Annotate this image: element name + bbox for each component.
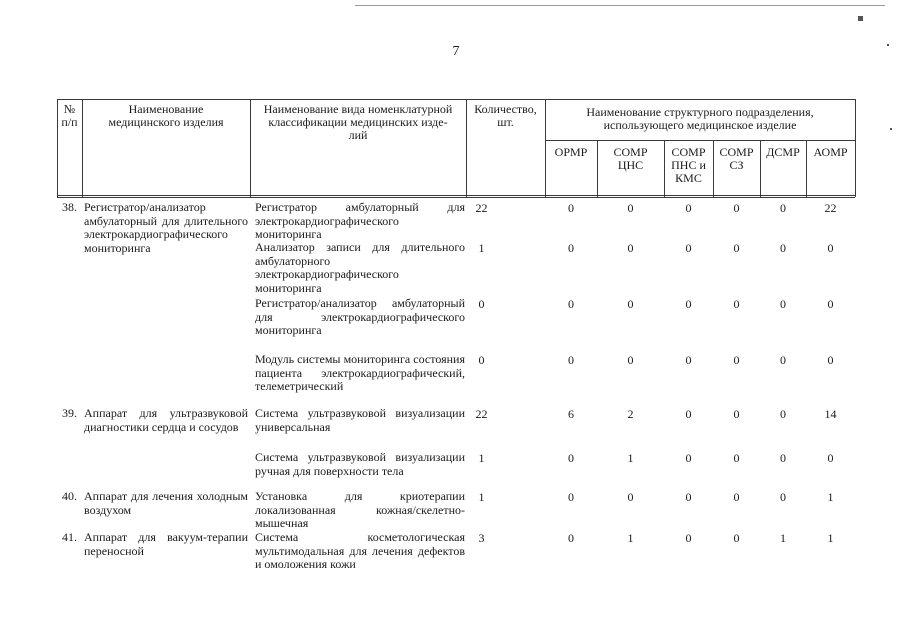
unit-count-value: 0 xyxy=(733,407,740,421)
unit-count-value: 0 xyxy=(733,451,740,465)
unit-count-value: 0 xyxy=(733,353,740,367)
unit-count-value: 0 xyxy=(827,451,834,465)
unit-count-value: 0 xyxy=(627,241,634,255)
unit-count-value: 0 xyxy=(627,353,634,367)
header-structural-unit: Наименование структурного подразделения, использующего медицинское изделие xyxy=(586,105,814,132)
unit-count-value: 0 xyxy=(733,531,740,545)
unit-count-value: 0 xyxy=(685,241,692,255)
unit-count-value: 0 xyxy=(568,353,574,367)
nomenclature-type: Регистратор амбулаторный для электрокардиографического мониторинга xyxy=(255,200,465,241)
unit-count-value: 0 xyxy=(685,490,692,504)
unit-count-value: 0 xyxy=(568,241,574,255)
header-unit-0: ОРМР xyxy=(554,145,588,159)
scan-speck xyxy=(890,128,892,130)
unit-count-value: 0 xyxy=(627,201,634,215)
nomenclature-type: Регистратор/анализатор амбулаторный для электрокардиографического мониторинга xyxy=(255,296,465,337)
unit-count-value: 0 xyxy=(780,490,786,504)
subheader-divider xyxy=(545,140,855,141)
header-unit-1: СОМР ЦНС xyxy=(613,145,648,172)
unit-count-value: 1 xyxy=(627,531,634,545)
unit-count-value: 22 xyxy=(824,201,837,215)
header-bottom-border xyxy=(57,197,855,198)
nomenclature-type: Система ультразвуковой визуализации универсальная xyxy=(255,406,465,434)
nomenclature-type: Система ультразвуковой визуализации ручная для поверхности тела xyxy=(255,450,465,478)
table-top-border xyxy=(57,99,855,100)
quantity-value: 0 xyxy=(478,297,485,311)
scan-artifact-line xyxy=(355,5,885,6)
nomenclature-type: Анализатор записи для длительного амбулаторного электрокардиографического мониторинга xyxy=(255,240,465,295)
unit-count-value: 1 xyxy=(780,531,786,545)
unit-count-value: 0 xyxy=(568,531,574,545)
scan-speck xyxy=(858,16,863,21)
unit-count-value: 0 xyxy=(827,241,834,255)
item-number: 38. xyxy=(62,200,77,214)
item-number: 40. xyxy=(62,489,77,503)
unit-count-value: 0 xyxy=(733,201,740,215)
quantity-value: 3 xyxy=(478,531,485,545)
unit-count-value: 1 xyxy=(627,451,634,465)
unit-count-value: 0 xyxy=(627,297,634,311)
header-nomenclature-type: Наименование вида номенклатурной классификации медицинских изде- лий xyxy=(263,102,453,142)
unit-count-value: 0 xyxy=(685,451,692,465)
unit-count-value: 0 xyxy=(733,490,740,504)
unit-count-value: 0 xyxy=(685,407,692,421)
unit-count-value: 0 xyxy=(685,353,692,367)
item-number: 41. xyxy=(62,530,77,544)
header-unit-3: СОМР СЗ xyxy=(719,145,754,172)
unit-count-value: 0 xyxy=(733,297,740,311)
quantity-value: 22 xyxy=(475,407,488,421)
unit-count-value: 6 xyxy=(568,407,574,421)
header-unit-2: СОМР ПНС и КМС xyxy=(671,145,706,185)
item-name: Аппарат для вакуум-терапии переносной xyxy=(84,530,248,558)
unit-count-value: 0 xyxy=(568,490,574,504)
nomenclature-type: Модуль системы мониторинга состояния пациента электрокардиографический, телеметрический xyxy=(255,352,465,393)
header-number-column: № п/п xyxy=(61,102,78,129)
unit-count-value: 0 xyxy=(733,241,740,255)
unit-count-value: 0 xyxy=(568,297,574,311)
header-unit-5: АОМР xyxy=(813,145,848,159)
quantity-value: 22 xyxy=(475,201,488,215)
item-number: 39. xyxy=(62,406,77,420)
unit-count-value: 0 xyxy=(685,201,692,215)
page-number: 7 xyxy=(452,44,460,59)
header-bottom-border xyxy=(57,195,855,196)
unit-count-value: 0 xyxy=(780,241,786,255)
unit-count-value: 0 xyxy=(685,531,692,545)
header-column-divider xyxy=(855,99,856,197)
item-name: Аппарат для лечения холодным воздухом xyxy=(84,489,248,517)
unit-count-value: 0 xyxy=(827,353,834,367)
quantity-value: 1 xyxy=(478,451,485,465)
unit-count-value: 1 xyxy=(827,490,834,504)
quantity-value: 1 xyxy=(478,490,485,504)
unit-count-value: 0 xyxy=(568,201,574,215)
nomenclature-type: Система косметологическая мультимодальная для лечения дефектов и омоложения кожи xyxy=(255,530,465,571)
unit-count-value: 0 xyxy=(780,297,786,311)
unit-count-value: 0 xyxy=(780,201,786,215)
quantity-value: 0 xyxy=(478,353,485,367)
unit-count-value: 0 xyxy=(780,407,786,421)
unit-count-value: 14 xyxy=(824,407,837,421)
quantity-value: 1 xyxy=(478,241,485,255)
header-item-name: Наименование медицинского изделия xyxy=(108,102,224,129)
header-unit-4: ДСМР xyxy=(766,145,800,159)
unit-count-value: 2 xyxy=(627,407,634,421)
unit-count-value: 0 xyxy=(627,490,634,504)
unit-count-value: 0 xyxy=(685,297,692,311)
item-name: Аппарат для ультразвуковой диагностики сердца и сосудов xyxy=(84,406,248,434)
unit-count-value: 0 xyxy=(568,451,574,465)
header-quantity: Количество, шт. xyxy=(474,102,537,129)
unit-count-value: 1 xyxy=(827,531,834,545)
unit-count-value: 0 xyxy=(780,353,786,367)
unit-count-value: 0 xyxy=(827,297,834,311)
nomenclature-type: Установка для криотерапии локализованная кожная/скелетно-мышечная xyxy=(255,489,465,530)
unit-count-value: 0 xyxy=(780,451,786,465)
scan-speck xyxy=(887,44,889,46)
item-name: Регистратор/анализатор амбулаторный для длительного электрокардиографического мониторинга xyxy=(84,200,248,255)
